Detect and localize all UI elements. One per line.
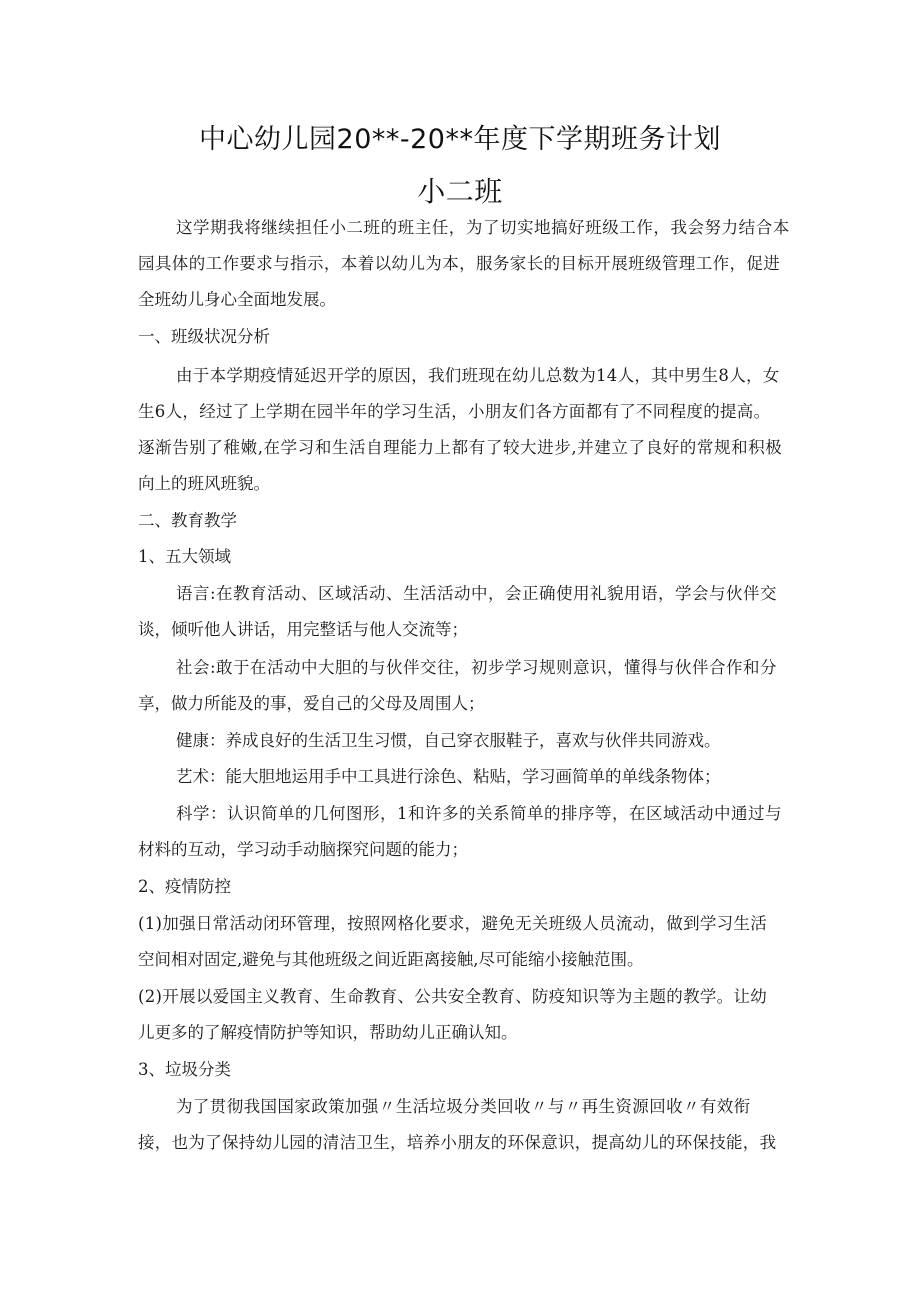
paragraph-line: 谈，倾听他人讲话，用完整话与他人交流等； (138, 620, 468, 639)
document-subtitle: 小二班 (417, 175, 503, 208)
document-title: 中心幼儿园20**-20**年度下学期班务计划 (199, 124, 721, 155)
paragraph-line: 这学期我将继续担任小二班的班主任，为了切实地搞好班级工作，我会努力结合本 (176, 218, 790, 237)
paragraph-line: 接，也为了保持幼儿园的清洁卫生，培养小朋友的环保意识，提高幼儿的环保技能，我 (138, 1133, 777, 1152)
paragraph-line: 社会:敢于在活动中大胆的与伙伴交往，初步学习规则意识，懂得与伙伴合作和分 (176, 658, 778, 677)
paragraph-line: 全班幼儿身心全面地发展。 (138, 290, 336, 309)
paragraph-line: 儿更多的了解疫情防护等知识，帮助幼儿正确认知。 (138, 1023, 518, 1042)
subsection-heading: 1、五大领域 (138, 547, 231, 566)
paragraph-line: 园具体的工作要求与指示，本着以幼儿为本，服务家长的目标开展班级管理工作，促进 (138, 254, 781, 273)
paragraph-line: 艺术：能大胆地运用手中工具进行涂色、粘贴，学习画简单的单线条物体； (176, 767, 721, 786)
paragraph-line: 生6人，经过了上学期在园半年的学习生活，小朋友们各方面都有了不同程度的提高。 (138, 402, 771, 421)
paragraph-line: 空间相对固定,避免与其他班级之间近距离接触,尽可能缩小接触范围。 (138, 950, 644, 969)
paragraph-line: 为了贯彻我国国家政策加强〃生活垃圾分类回收〃与〃再生资源回收〃有效衔 (176, 1097, 751, 1116)
paragraph-line: 健康：养成良好的生活卫生习惯，自己穿衣服鞋子，喜欢与伙伴共同游戏。 (176, 731, 721, 750)
paragraph-line: 科学：认识简单的几何图形，1和许多的关系简单的排序等，在区域活动中通过与 (176, 804, 782, 823)
section-heading: 一、班级状况分析 (138, 327, 270, 346)
paragraph-line: 逐渐告别了稚嫩,在学习和生活自理能力上都有了较大进步,并建立了良好的常规和积极 (138, 438, 783, 457)
paragraph-line: (2)开展以爱国主义教育、生命教育、公共安全教育、防疫知识等为主题的教学。让幼 (138, 987, 768, 1006)
paragraph-line: 享，做力所能及的事，爱自己的父母及周围人； (138, 694, 485, 713)
paragraph-line: (1)加强日常活动闭环管理，按照网格化要求，避免无关班级人员流动，做到学习生活 (138, 914, 768, 933)
paragraph-line: 向上的班风班貌。 (138, 474, 270, 493)
paragraph-line: 语言:在教育活动、区域活动、生活活动中，会正确使用礼貌用语，学会与伙伴交 (176, 584, 778, 603)
paragraph-line: 材料的互动，学习动手动脑探究问题的能力； (138, 840, 468, 859)
subsection-heading: 2、疫情防控 (138, 877, 231, 896)
subsection-heading: 3、垃圾分类 (138, 1060, 231, 1079)
paragraph-line: 由于本学期疫情延迟开学的原因，我们班现在幼儿总数为14人，其中男生8人，女 (176, 366, 780, 385)
section-heading: 二、教育教学 (138, 511, 237, 530)
